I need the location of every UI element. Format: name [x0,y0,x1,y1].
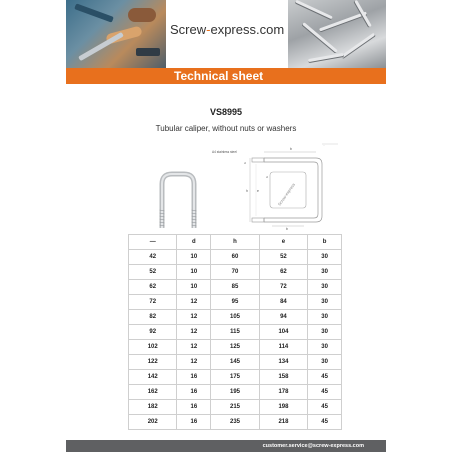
table-cell: 70 [211,265,259,280]
dim-label-b-bottom: b [286,227,288,231]
table-cell: 142 [129,370,177,385]
table-cell: 45 [308,385,342,400]
table-cell: 62 [259,265,307,280]
brand-separator: - [206,22,211,37]
table-cell: 85 [211,280,259,295]
table-cell: 215 [211,400,259,415]
table-row [129,385,342,400]
table-cell: 10 [177,280,211,295]
table-cell: 115 [211,325,259,340]
table-row [129,295,342,310]
table-cell: 145 [211,355,259,370]
banner-title: Technical sheet [174,69,264,83]
table-row [129,310,342,325]
table-cell: 45 [308,370,342,385]
dim-label-h: h [246,189,248,193]
table-cell: 82 [129,310,177,325]
material-note: A4 stainless steel [212,150,237,154]
table-cell: 235 [211,415,259,430]
table-cell: 95 [211,295,259,310]
table-row [129,280,342,295]
table-cell: 52 [259,250,307,265]
table-cell: 195 [211,385,259,400]
table-cell: 92 [129,325,177,340]
table-cell: 158 [259,370,307,385]
banner [66,68,386,84]
table-row [129,250,342,265]
footer-email[interactable]: customer.service@screw-express.com [262,443,364,449]
table-cell: 10 [177,265,211,280]
col-header-d: d [177,235,211,250]
table-row [129,355,342,370]
table-cell: 125 [211,340,259,355]
col-header-h: h [211,235,259,250]
table-cell: 45 [308,415,342,430]
table-cell: 16 [177,415,211,430]
table-cell: 72 [259,280,307,295]
brand-logo [170,22,288,37]
drawing-watermark: Screw-express [276,182,296,207]
table-cell: 105 [211,310,259,325]
table-cell: 30 [308,355,342,370]
table-cell: 30 [308,295,342,310]
table-cell: 16 [177,385,211,400]
table-cell: 62 [129,280,177,295]
dim-label-d: d [244,161,246,165]
table-cell: 30 [308,280,342,295]
technical-drawing [206,140,344,232]
col-header-size: — [129,235,177,250]
screws-photo-icon [288,0,386,68]
table-row [129,400,342,415]
table-row [129,340,342,355]
dim-label-e: e [257,189,259,193]
table-cell: 16 [177,400,211,415]
table-cell: 104 [259,325,307,340]
table-cell: 12 [177,325,211,340]
table-cell: 175 [211,370,259,385]
dim-label-d-inner: d [266,175,268,179]
table-row [129,325,342,340]
table-cell: 202 [129,415,177,430]
table-cell: 134 [259,355,307,370]
table-cell: 42 [129,250,177,265]
brand-part2: express.com [210,22,285,37]
table-cell: 30 [308,340,342,355]
table-cell: 12 [177,340,211,355]
table-cell: 72 [129,295,177,310]
table-cell: 114 [259,340,307,355]
table-cell: 60 [211,250,259,265]
table-header-row [129,235,342,250]
table-cell: 30 [308,250,342,265]
table-row [129,415,342,430]
table-cell: 94 [259,310,307,325]
col-header-b: b [308,235,342,250]
table-cell: 198 [259,400,307,415]
product-description: Tubular caliper, without nuts or washers [155,124,297,133]
table-cell: 162 [129,385,177,400]
brand-part1: Screw [170,22,207,37]
dim-label-b: b [290,147,292,151]
footer [66,440,386,452]
table-cell: 16 [177,370,211,385]
product-code: VS8995 [209,107,243,117]
table-cell: 10 [177,250,211,265]
u-bolt-photo-icon [150,170,206,228]
table-cell: 12 [177,295,211,310]
table-cell: 218 [259,415,307,430]
table-row [129,370,342,385]
table-body [129,250,342,430]
table-cell: 12 [177,355,211,370]
tools-photo-icon [66,0,166,68]
table-cell: 12 [177,310,211,325]
table-cell: 52 [129,265,177,280]
table-cell: 102 [129,340,177,355]
table-cell: 30 [308,325,342,340]
table-cell: 122 [129,355,177,370]
table-row [129,265,342,280]
technical-sheet [66,0,386,452]
table-cell: 30 [308,310,342,325]
table-cell: 30 [308,265,342,280]
table-cell: 182 [129,400,177,415]
col-header-e: e [259,235,307,250]
table-cell: 84 [259,295,307,310]
dimensions-table [128,234,342,430]
table-cell: 178 [259,385,307,400]
table-cell: 45 [308,400,342,415]
